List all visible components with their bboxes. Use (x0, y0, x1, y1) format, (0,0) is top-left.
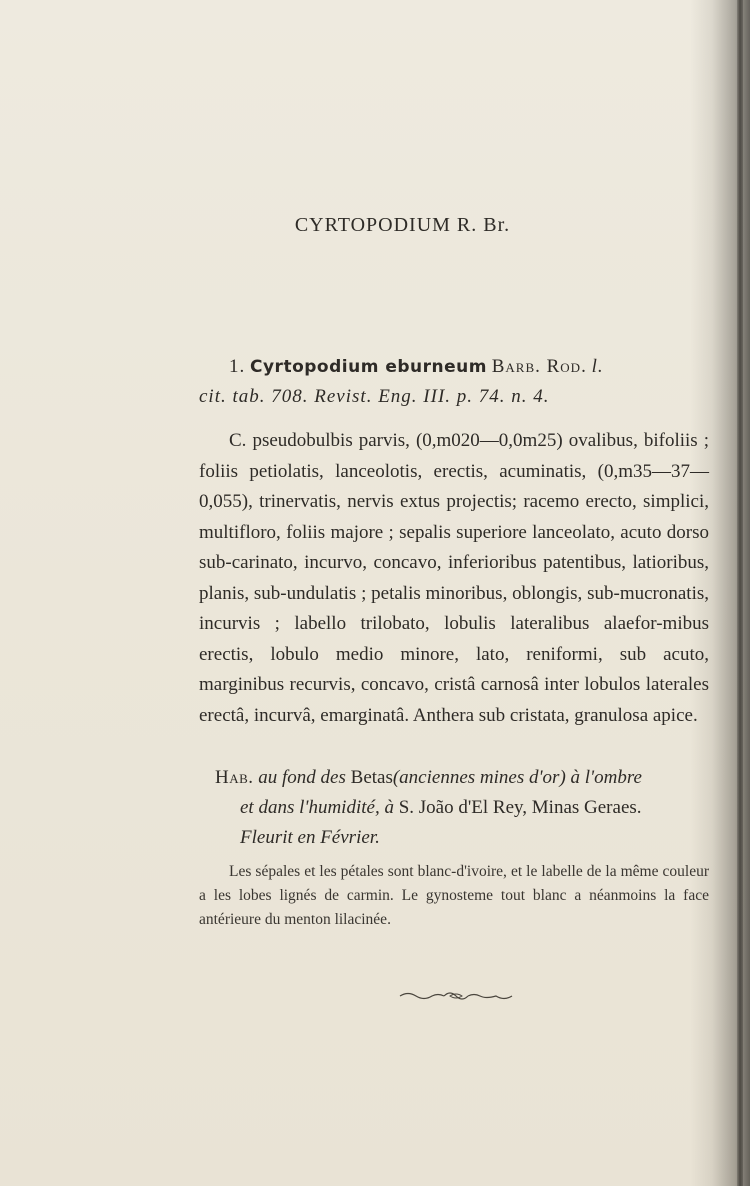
habitat-text-2: Betas (350, 767, 393, 788)
species-entry (199, 352, 709, 411)
decorative-scroll-ornament-icon (398, 988, 514, 1004)
habitat-paragraph (215, 763, 710, 853)
species-author: Barb. Rod. (491, 356, 587, 377)
genus-heading: CYRTOPODIUM R. Br. (294, 214, 511, 236)
species-citation: cit. tab. 708. Revist. Eng. III. p. 74. n. 4. (199, 386, 550, 407)
citation-l: l. (591, 356, 604, 377)
habitat-label: Hab. (215, 767, 254, 788)
species-name: Cyrtopodium eburneum (250, 357, 487, 377)
habitat-text-1: au fond des (258, 767, 346, 788)
habitat-text-5: S. João d'El Rey, Minas Geraes. (398, 797, 642, 818)
habitat-text-4: et dans l'humidité, à (240, 797, 394, 818)
species-number: 1. (229, 356, 246, 377)
habitat-text-3: (anciennes mines d'or) à l'ombre (392, 767, 642, 788)
habitat-flowering: Fleurit en Février. (240, 827, 380, 848)
species-description: C. pseudobulbis parvis, (0,m020—0,0m25) ovalibus, bifoliis ; foliis petiolatis, lanceolotis, erectis, acuminatis, (0,m35—37—0,055), trinervatis, nervis extus projectis; racemo erecto, simplici, multifloro, foliis majore ; sepalis superiore lanceolato, acuto dorso sub-carinato, incurvo, concavo, inferioribus patentibus, latioribus, planis, sub-undulatis ; petalis minoribus, oblongis, sub-mucronatis, incurvis ; labello trilobato, lobulis lateralibus alaefor-mibus erectis, lobulo medio minore, lato, reniformi, sub acuto, marginibus recurvis, concavo, cristâ carnosâ inter lobulos laterales erectâ, incurvâ, emarginatâ. Anthera sub cristata, granulosa apice. (199, 430, 709, 726)
color-note: Les sépales et les pétales sont blanc-d'ivoire, et le labelle de la même couleur a les lobes lignés de carmin. Le gynosteme tout blanc a néanmoins la face antérieure du menton lilacinée. (199, 863, 709, 928)
page-gutter-shadow (737, 0, 743, 1186)
